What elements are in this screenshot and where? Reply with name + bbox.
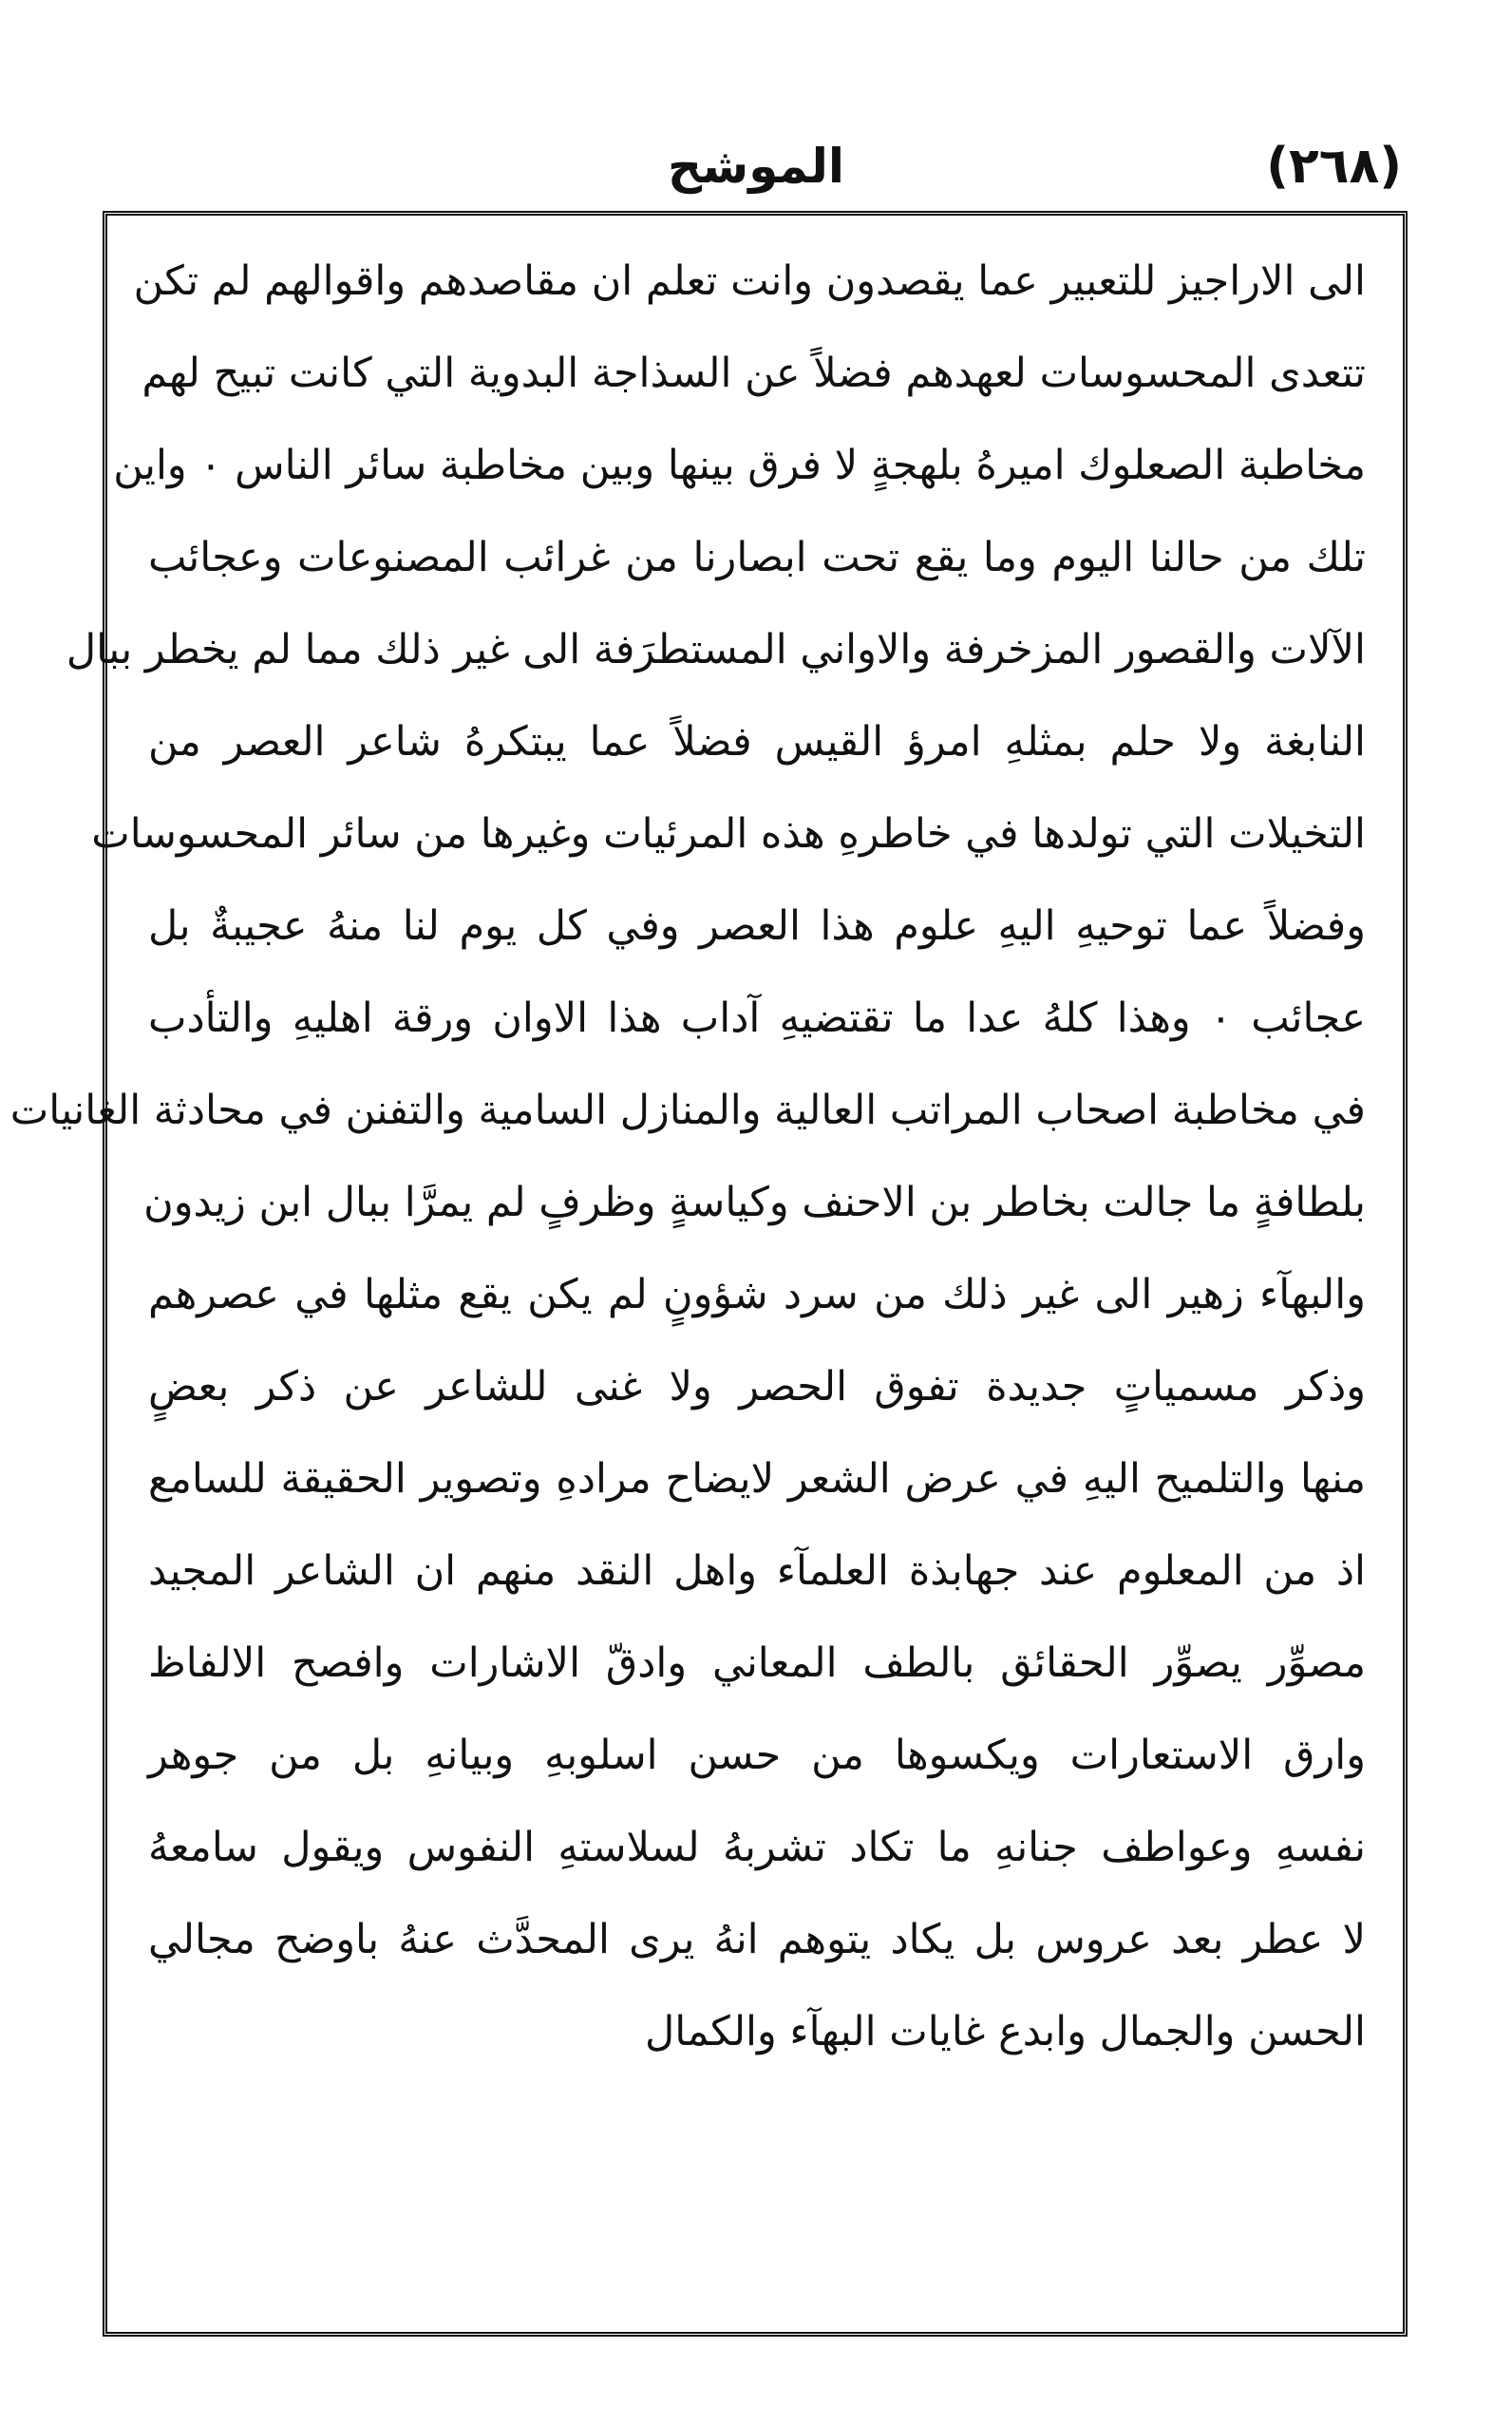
text-line: النابغة ولا حلم بمثلهِ امرؤ القيس فضلاً عما يبتكرهُ شاعر العصر من (148, 718, 1366, 766)
text-line: وارق الاستعارات ويكسوها من حسن اسلوبهِ وبيانهِ بل من جوهر (148, 1732, 1366, 1779)
text-line: في مخاطبة اصحاب المراتب العالية والمنازل السامية والتفنن في محادثة الغانيات (9, 1087, 1366, 1134)
text-line: الحسن والجمال وابدع غايات البهآء والكمال (645, 2008, 1366, 2055)
page-header (101, 123, 1411, 209)
text-line: بلطافةٍ ما جالت بخاطر بن الاحنف وكياسةٍ وظرفٍ لم يمرَّا ببال ابن زيدون (143, 1179, 1366, 1226)
text-line: والبهآء زهير الى غير ذلك من سرد شؤونٍ لم يكن يقع مثلها في عصرهم (148, 1271, 1366, 1318)
text-line: الى الاراجيز للتعبير عما يقصدون وانت تعلم ان مقاصدهم واقوالهم لم تكن (133, 257, 1366, 305)
text-line: عجائب ٠ وهذا كلهُ عدا ما تقتضيهِ آداب هذا الاوان ورقة اهليهِ والتأدب (148, 994, 1366, 1042)
text-line: التخيلات التي تولدها في خاطرهِ هذه المرئيات وغيرها من سائر المحسوسات (91, 810, 1366, 858)
text-line: لا عطر بعد عروس بل يكاد يتوهم انهُ يرى المحدَّث عنهُ باوضح مجالي (148, 1916, 1366, 1963)
text-line: تتعدى المحسوسات لعهدهم فضلاً عن السذاجة البدوية التي كانت تبيح لهم (142, 350, 1366, 397)
text-line: مخاطبة الصعلوك اميرهُ بلهجةٍ لا فرق بينها وبين مخاطبة سائر الناس ٠ واين (113, 442, 1366, 489)
text-line: وذكر مسمياتٍ جديدة تفوق الحصر ولا غنى للشاعر عن ذكر بعضٍ (148, 1363, 1366, 1411)
text-line: نفسهِ وعواطف جنانهِ ما تكاد تشربهُ لسلاستهِ النفوس ويقول سامعهُ (148, 1824, 1366, 1871)
text-line: منها والتلميح اليهِ في عرض الشعر لايضاح مرادهِ وتصوير الحقيقة للسامع (148, 1455, 1366, 1503)
page-number: (٢٦٨) (1266, 138, 1402, 195)
text-line: تلك من حالنا اليوم وما يقع تحت ابصارنا من غرائب المصنوعات وعجائب (148, 534, 1366, 581)
body-text (9, 236, 1366, 2306)
text-line: اذ من المعلوم عند جهابذة العلمآء واهل النقد منهم ان الشاعر المجيد (148, 1547, 1366, 1595)
text-line: الآلات والقصور المزخرفة والاواني المستطرَفة الى غير ذلك مما لم يخطر ببال (66, 626, 1366, 673)
running-title: الموشح (668, 139, 844, 194)
text-line: مصوِّر يصوِّر الحقائق بالطف المعاني وادقّ الاشارات وافصح الالفاظ (148, 1639, 1366, 1687)
text-line: وفضلاً عما توحيهِ اليهِ علوم هذا العصر وفي كل يوم لنا منهُ عجيبةٌ بل (148, 902, 1366, 950)
